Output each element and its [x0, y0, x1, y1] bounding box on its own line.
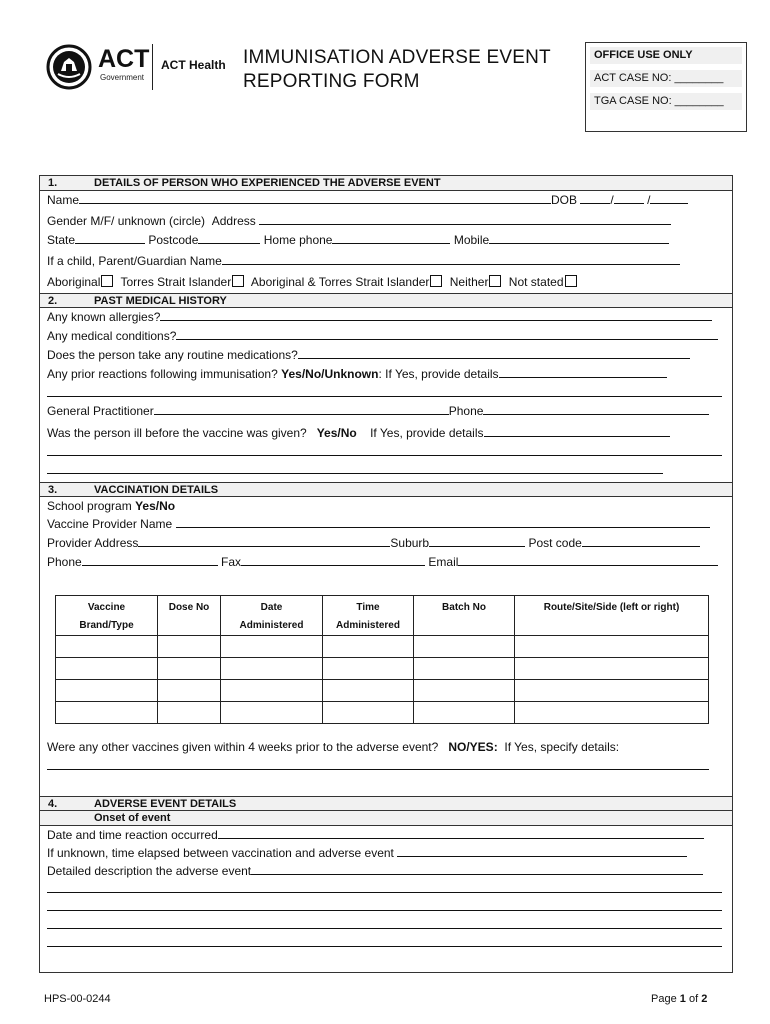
medications-row — [40, 346, 732, 365]
table-cell[interactable] — [414, 658, 515, 680]
table-cell[interactable] — [323, 680, 414, 702]
office-use-heading: OFFICE USE ONLY — [590, 47, 742, 64]
onset-subheader — [40, 811, 732, 826]
suburb-label: Suburb — [390, 536, 430, 550]
prior-reactions-field[interactable] — [499, 365, 667, 378]
guardian-field[interactable] — [222, 252, 680, 265]
table-cell[interactable] — [323, 636, 414, 658]
page-total: 2 — [701, 993, 708, 1005]
fax-label: Fax — [221, 555, 242, 569]
date-time-field[interactable] — [218, 826, 704, 839]
gp-phone-field[interactable] — [483, 402, 709, 415]
section4-number: 4. — [48, 798, 58, 810]
checkbox-not-stated[interactable] — [565, 275, 577, 287]
onset-title: Onset of event — [94, 812, 171, 824]
description-line — [40, 898, 732, 916]
logo-divider — [152, 44, 153, 90]
provider-address-row — [40, 534, 732, 553]
department-name: ACT Health — [161, 58, 226, 72]
name-row — [40, 191, 732, 210]
table-cell[interactable] — [515, 702, 709, 724]
section3-title: VACCINATION DETAILS — [94, 484, 219, 496]
ill-before-line — [40, 461, 732, 479]
table-cell[interactable] — [515, 658, 709, 680]
ill-before-details-label: If Yes, provide details — [370, 426, 484, 440]
section4-title: ADVERSE EVENT DETAILS — [94, 798, 237, 810]
other-vaccines-line — [40, 757, 732, 775]
dob-year-field[interactable] — [650, 191, 688, 204]
table-cell[interactable] — [221, 702, 323, 724]
email-label: Email — [428, 555, 459, 569]
gp-row — [40, 402, 732, 421]
medications-field[interactable] — [298, 346, 690, 359]
page-of: of — [688, 993, 699, 1005]
mobile-field[interactable] — [489, 231, 669, 244]
other-vaccines-row — [40, 738, 732, 757]
conditions-field[interactable] — [176, 327, 718, 340]
logo-text: ACT — [98, 45, 150, 73]
continuation-line[interactable] — [47, 916, 722, 929]
section4 — [40, 796, 732, 952]
table-cell[interactable] — [515, 636, 709, 658]
description-line — [40, 934, 732, 952]
table-cell[interactable] — [158, 680, 221, 702]
postcode-field[interactable] — [198, 231, 260, 244]
table-header-cell: Date Administered — [221, 596, 323, 636]
description-line — [40, 916, 732, 934]
section3-number: 3. — [48, 484, 58, 496]
description-row — [40, 862, 732, 880]
section2-number: 2. — [48, 295, 58, 307]
postcode-label: Postcode — [148, 233, 199, 247]
guardian-row — [40, 252, 732, 271]
page-number — [651, 993, 707, 1005]
name-label: Name — [47, 193, 80, 207]
continuation-line[interactable] — [47, 443, 722, 456]
medications-label: Does the person take any routine medications? — [47, 348, 298, 362]
conditions-label: Any medical conditions? — [47, 329, 177, 343]
origin-row — [40, 273, 732, 293]
table-cell[interactable] — [414, 702, 515, 724]
table-cell[interactable] — [56, 680, 158, 702]
continuation-line[interactable] — [47, 757, 709, 770]
gp-phone-label: Phone — [448, 404, 484, 418]
gp-field[interactable] — [154, 402, 449, 415]
origin-option-label: Torres Strait Islander — [120, 275, 232, 289]
table-cell[interactable] — [158, 702, 221, 724]
section1-number: 1. — [48, 177, 58, 189]
table-cell[interactable] — [56, 702, 158, 724]
email-field[interactable] — [458, 553, 718, 566]
other-vaccines-label: Were any other vaccines given within 4 weeks prior to the adverse event? — [47, 740, 439, 754]
form-title-line1: IMMUNISATION ADVERSE EVENT — [243, 47, 551, 68]
section4-header — [40, 796, 732, 811]
provider-address-field[interactable] — [138, 534, 390, 547]
conditions-row — [40, 327, 732, 346]
school-program-options[interactable]: Yes/No — [135, 499, 176, 513]
dob-separator: / — [610, 193, 614, 207]
dob-label: DOB — [551, 193, 578, 207]
table-header-cell: Dose No — [158, 596, 221, 636]
name-field[interactable] — [79, 191, 551, 204]
provider-name-label: Vaccine Provider Name — [47, 517, 173, 531]
table-cell[interactable] — [323, 658, 414, 680]
section1-title: DETAILS OF PERSON WHO EXPERIENCED THE ADVERSE EVENT — [94, 177, 441, 189]
table-header-cell: Vaccine Brand/Type — [56, 596, 158, 636]
checkbox-aboriginal[interactable] — [101, 275, 113, 287]
school-program-row — [40, 497, 732, 515]
school-program-label: School program — [47, 499, 132, 513]
address-field[interactable] — [259, 212, 671, 225]
ill-before-line — [40, 443, 732, 461]
table-row — [56, 658, 709, 680]
page-current: 1 — [679, 993, 686, 1005]
prior-reactions-details-label: : If Yes, provide details — [378, 367, 499, 381]
table-cell[interactable] — [221, 680, 323, 702]
other-vaccines-details-label: If Yes, specify details: — [504, 740, 620, 754]
office-use-box — [585, 42, 747, 132]
gender-label: Gender M/F/ unknown (circle) — [47, 214, 206, 228]
dob-day-field[interactable] — [580, 191, 610, 204]
table-header-cell: Time Administered — [323, 596, 414, 636]
elapsed-label: If unknown, time elapsed between vaccination and adverse event — [47, 846, 394, 860]
form-title-line2: REPORTING FORM — [243, 71, 420, 92]
prior-reactions-options[interactable]: Yes/No/Unknown — [281, 367, 379, 381]
continuation-line[interactable] — [47, 934, 722, 947]
mobile-label: Mobile — [453, 233, 490, 247]
state-label: State — [47, 233, 76, 247]
ill-before-label: Was the person ill before the vaccine was given? — [47, 426, 307, 440]
address-label: Address — [211, 214, 256, 228]
provider-name-row — [40, 515, 732, 534]
provider-postcode-label: Post code — [528, 536, 582, 550]
provider-postcode-field[interactable] — [582, 534, 700, 547]
act-crest-icon — [46, 44, 92, 90]
section2-title: PAST MEDICAL HISTORY — [94, 295, 227, 307]
table-cell[interactable] — [515, 680, 709, 702]
checkbox-neither[interactable] — [489, 275, 501, 287]
origin-option-label: Aboriginal — [47, 275, 101, 289]
origin-option-label: Not stated — [508, 275, 564, 289]
provider-phone-label: Phone — [47, 555, 82, 569]
form-title — [243, 46, 551, 94]
continuation-line[interactable] — [47, 384, 722, 397]
continuation-line[interactable] — [47, 880, 722, 893]
origin-option-label: Neither — [449, 275, 489, 289]
ill-before-options[interactable]: Yes/No — [316, 426, 357, 440]
table-cell[interactable] — [221, 636, 323, 658]
other-vaccines-options[interactable]: NO/YES: — [448, 740, 498, 754]
gender-row — [40, 212, 732, 231]
checkbox-torres-strait[interactable] — [232, 275, 244, 287]
act-case-field[interactable]: ACT CASE NO: ________ — [590, 70, 742, 87]
table-row — [56, 680, 709, 702]
prior-reactions-row — [40, 365, 732, 384]
state-row — [40, 231, 732, 250]
table-cell[interactable] — [323, 702, 414, 724]
guardian-label: If a child, Parent/Guardian Name — [47, 254, 222, 268]
table-header-cell: Route/Site/Side (left or right) — [515, 596, 709, 636]
table-cell[interactable] — [56, 636, 158, 658]
form-code: HPS-00-0244 — [44, 993, 111, 1005]
allergies-field[interactable] — [160, 308, 712, 321]
date-time-label: Date and time reaction occurred — [47, 828, 218, 842]
ill-before-row — [40, 424, 732, 443]
checkbox-both[interactable] — [430, 275, 442, 287]
section2-header — [40, 293, 732, 308]
continuation-line[interactable] — [47, 461, 663, 474]
home-phone-label: Home phone — [263, 233, 333, 247]
section3-header — [40, 482, 732, 497]
state-field[interactable] — [75, 231, 145, 244]
ill-before-field[interactable] — [484, 424, 670, 437]
section1-header — [40, 176, 732, 191]
table-header-cell: Batch No — [414, 596, 515, 636]
provider-address-label: Provider Address — [47, 536, 139, 550]
fax-field[interactable] — [241, 553, 425, 566]
provider-name-field[interactable] — [176, 515, 710, 528]
continuation-line[interactable] — [47, 898, 722, 911]
home-phone-field[interactable] — [332, 231, 450, 244]
table-cell[interactable] — [158, 636, 221, 658]
table-cell[interactable] — [221, 658, 323, 680]
vaccine-table — [55, 595, 709, 724]
description-field[interactable] — [251, 862, 703, 875]
table-cell[interactable] — [56, 658, 158, 680]
prior-reactions-label: Any prior reactions following immunisation? — [47, 367, 278, 381]
gp-label: General Practitioner — [47, 404, 154, 418]
prior-reactions-line — [40, 384, 732, 402]
dob-month-field[interactable] — [614, 191, 644, 204]
description-line — [40, 880, 732, 898]
table-cell[interactable] — [414, 680, 515, 702]
report-form — [39, 175, 733, 973]
origin-option-label: Aboriginal & Torres Strait Islander — [250, 275, 430, 289]
allergies-row — [40, 308, 732, 327]
date-time-row — [40, 826, 732, 844]
elapsed-field[interactable] — [397, 844, 687, 857]
elapsed-row — [40, 844, 732, 862]
table-row — [56, 702, 709, 724]
provider-phone-field[interactable] — [82, 553, 218, 566]
dob-separator: / — [647, 193, 651, 207]
tga-case-field[interactable]: TGA CASE NO: ________ — [590, 93, 742, 110]
logo-subtext: Government — [100, 73, 145, 82]
suburb-field[interactable] — [429, 534, 525, 547]
provider-contact-row — [40, 553, 732, 572]
page-label: Page — [651, 993, 677, 1005]
table-cell[interactable] — [158, 658, 221, 680]
table-row — [56, 636, 709, 658]
description-label: Detailed description the adverse event — [47, 864, 252, 878]
allergies-label: Any known allergies? — [47, 310, 161, 324]
table-cell[interactable] — [414, 636, 515, 658]
table-header-row — [56, 596, 709, 636]
